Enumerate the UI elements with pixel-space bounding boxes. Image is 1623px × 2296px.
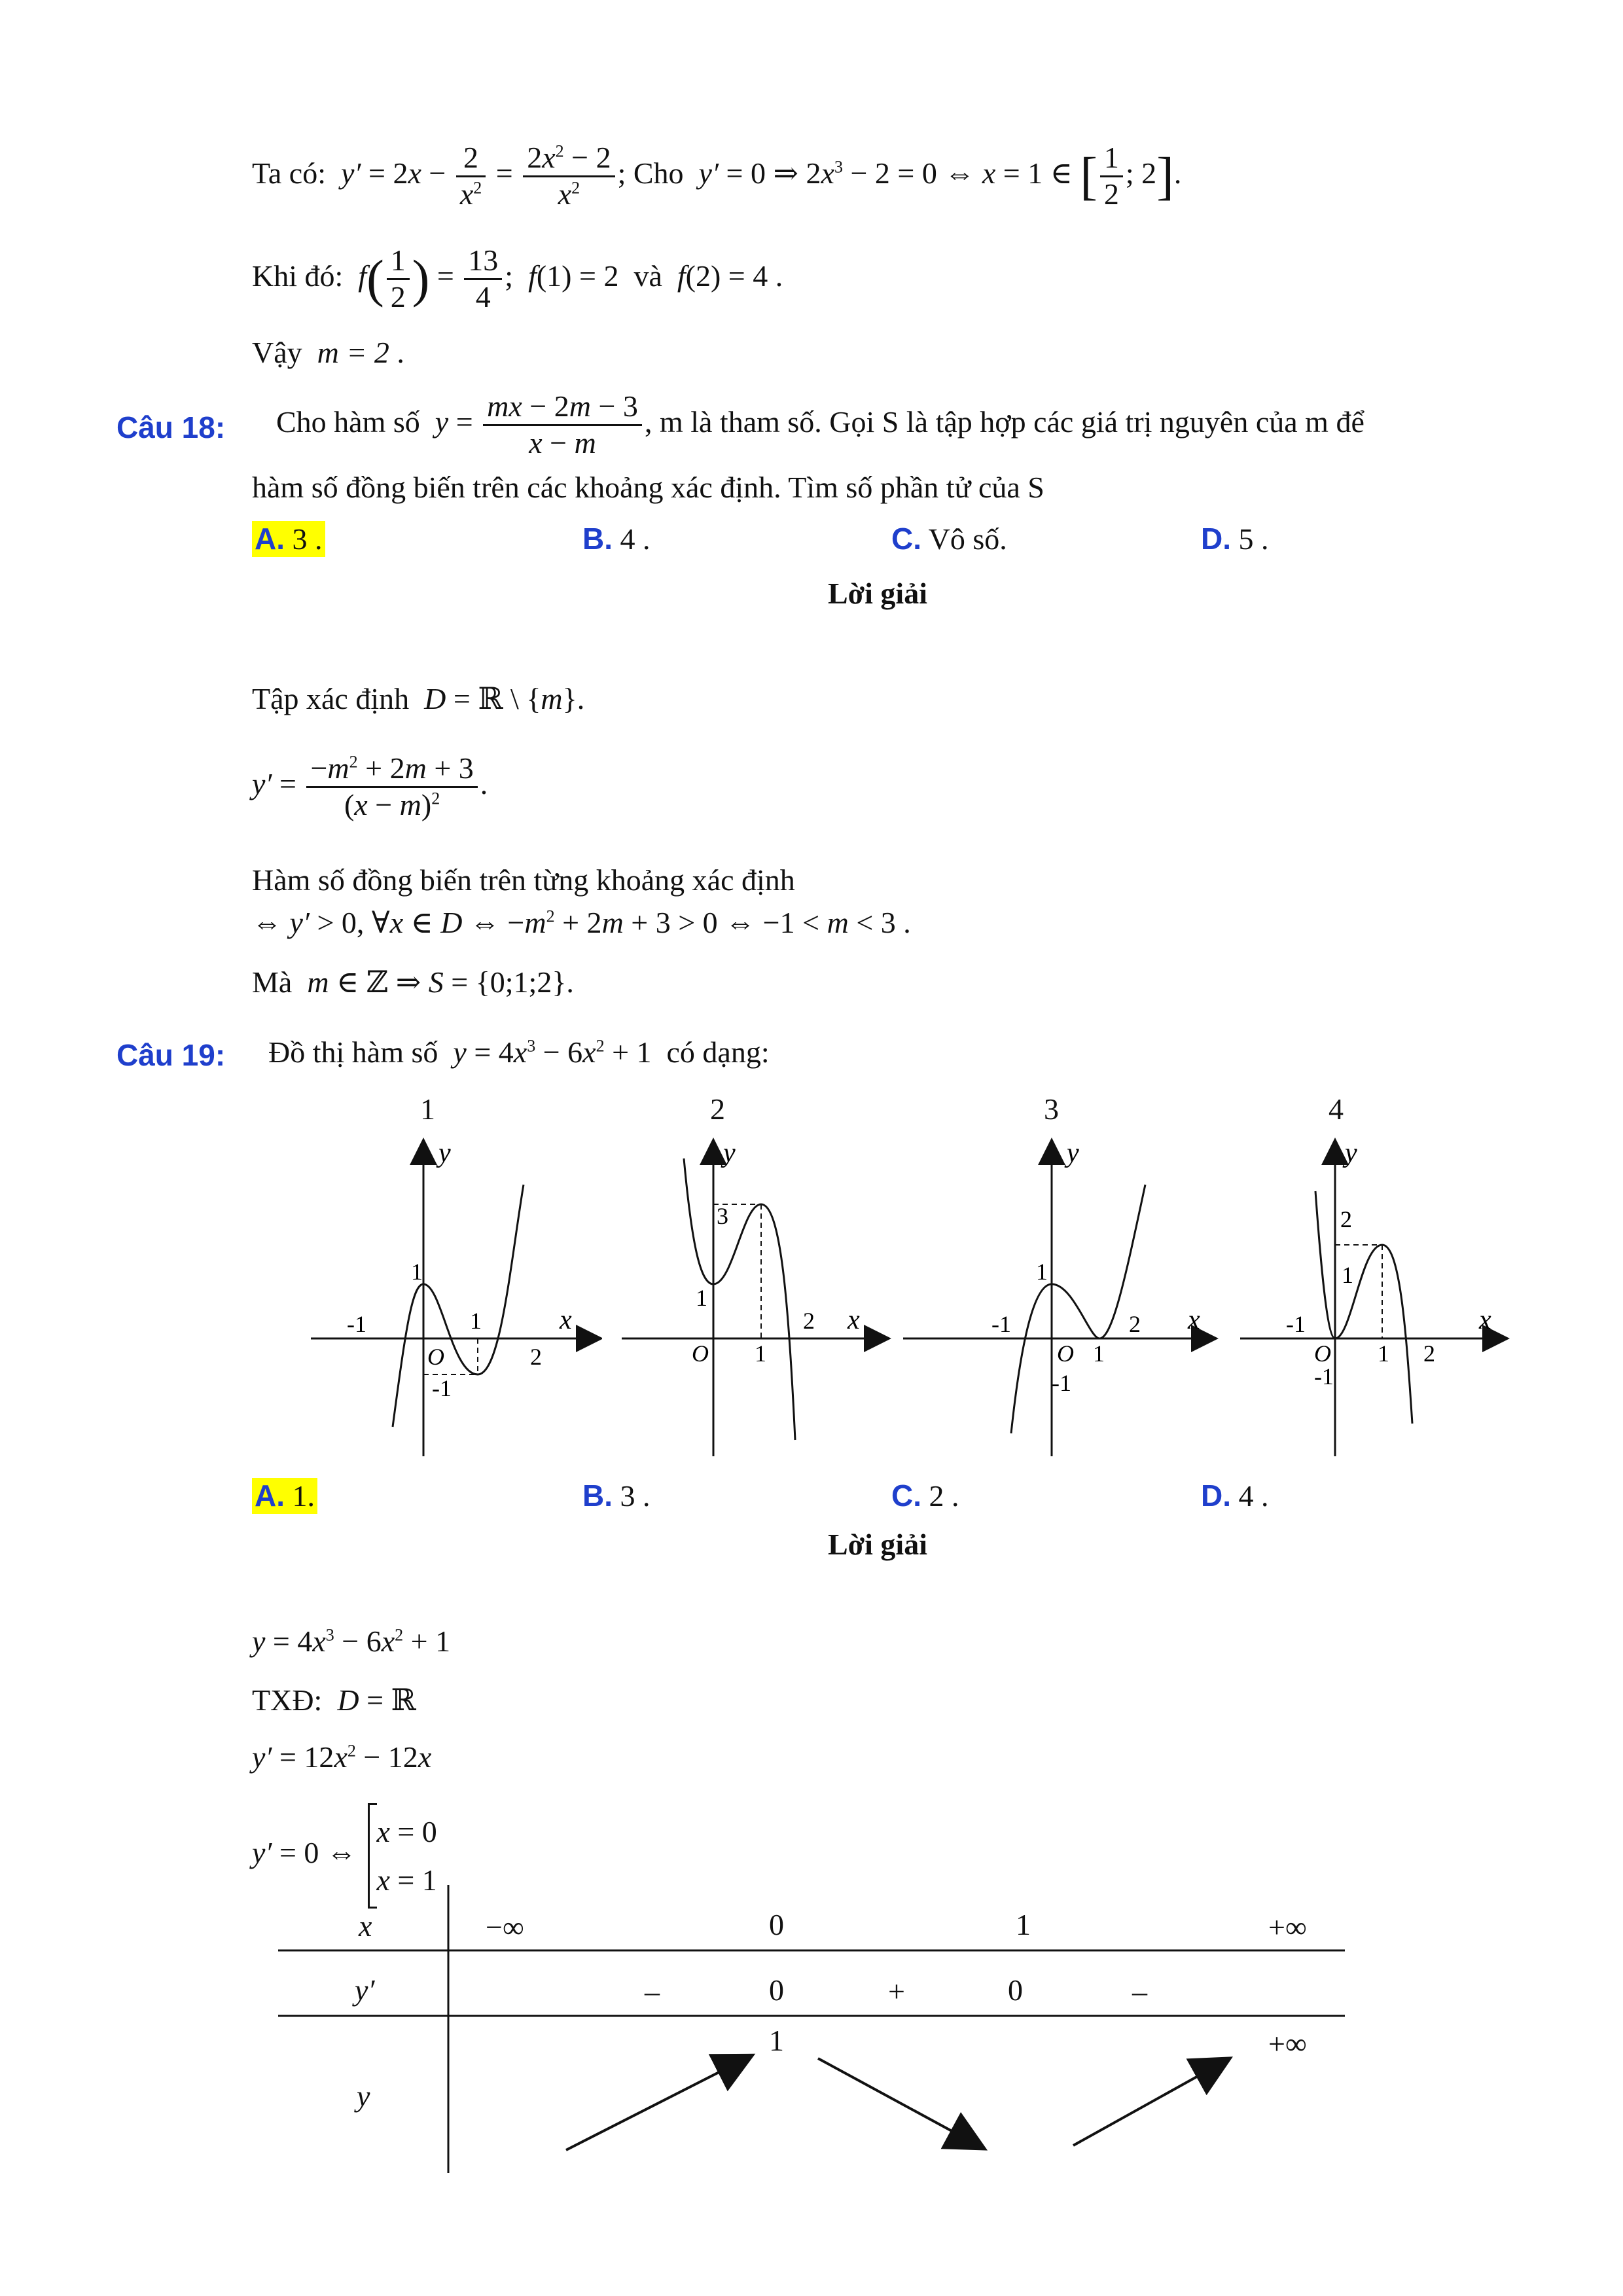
table-x-pos-inf: +∞ [1268, 1910, 1307, 1944]
graph-label-3: 3 [1044, 1092, 1059, 1126]
svg-text:O: O [692, 1340, 709, 1367]
svg-text:-1: -1 [347, 1311, 366, 1337]
q18-sol-line5: Mà m ∈ ℤ ⇒ S = {0;1;2}. [252, 965, 574, 999]
q18-option-d[interactable]: D. 5 . [1201, 522, 1269, 556]
table-y-max: 1 [769, 2024, 784, 2057]
q18-option-c[interactable]: C. Vô số. [891, 522, 1007, 556]
table-yp-zero-1: 0 [769, 1973, 784, 2007]
svg-text:1: 1 [1378, 1340, 1389, 1367]
q19-option-c[interactable]: C. 2 . [891, 1479, 959, 1513]
q18-solution-title: Lời giải [828, 577, 927, 610]
table-yp-sign-1: – [645, 1975, 660, 2008]
prev-line-1: Ta có: y′ = 2x − $\frac{2}{x^2}$ = $\frac{2x^2 - 2}{x^2}$ ; Cho y′ = 0 ⇒ $2x^3 - 2 = 0$ ⇔ x = 1 ∈ [ $\frac{1}{2}$ ; 2]. [252, 141, 1182, 211]
table-x-label: x [359, 1909, 372, 1943]
svg-text:1: 1 [470, 1308, 482, 1334]
q18-option-a[interactable]: A. 3 . [252, 524, 325, 554]
svg-text:2: 2 [1129, 1311, 1141, 1337]
table-y-pos-inf: +∞ [1268, 2027, 1307, 2060]
svg-text:O: O [427, 1344, 444, 1370]
graph-2 [618, 1132, 893, 1460]
svg-text:x: x [847, 1305, 860, 1335]
graph-4 [1237, 1132, 1512, 1460]
svg-text:2: 2 [1423, 1340, 1435, 1367]
svg-text:y: y [438, 1138, 451, 1168]
svg-text:O: O [1057, 1340, 1074, 1367]
svg-text:1: 1 [1342, 1262, 1353, 1288]
table-yp-sign-2: + [888, 1975, 905, 2008]
table-yp-zero-2: 0 [1008, 1973, 1023, 2007]
svg-text:1: 1 [755, 1340, 766, 1367]
svg-text:x: x [1479, 1305, 1491, 1335]
q18-question: Cho hàm số y = $\frac{mx - 2m - 3}{x - m}$ , m là tham số. Gọi S là tập hợp các giá trị nguyên của m để [276, 389, 1364, 459]
q19-label: Câu 19: [116, 1038, 226, 1072]
table-yp-label: y′ [355, 1973, 375, 2007]
svg-text:2: 2 [530, 1344, 542, 1370]
q18-label: Câu 18: [116, 410, 226, 444]
graph-1 [308, 1132, 602, 1460]
table-y-label: y [357, 2079, 370, 2113]
q19-sol-txd: TXĐ: D = ℝ [252, 1683, 416, 1717]
variation-table [275, 1885, 1348, 2173]
svg-text:y: y [1345, 1138, 1357, 1168]
q18-sol-domain: Tập xác định D = ℝ \ {m}. [252, 682, 585, 715]
q18-question-line2: hàm số đồng biến trên các khoảng xác định. Tìm số phần tử của S [252, 471, 1044, 504]
q18-option-b[interactable]: B. 4 . [582, 522, 651, 556]
table-x-1: 1 [1016, 1908, 1031, 1941]
svg-text:2: 2 [1340, 1206, 1352, 1232]
svg-text:1: 1 [1036, 1259, 1048, 1285]
svg-text:3: 3 [717, 1203, 728, 1229]
q18-sol-line4: ⇔ y′ > 0, ∀x ∈ D ⇔ $-m^2 + 2m + 3 > 0$ ⇔ −1 < m < 3 . [252, 906, 911, 939]
svg-text:1: 1 [411, 1259, 423, 1285]
q18-sol-derivative: y′ = $\frac{-m^2 + 2m + 3}{(x - m)^2}$ . [252, 751, 488, 821]
graph-label-4: 4 [1329, 1092, 1344, 1126]
table-x-neg-inf: −∞ [486, 1910, 524, 1944]
svg-text:x: x [1188, 1305, 1200, 1335]
svg-text:-1: -1 [1286, 1311, 1306, 1337]
q19-solution-title: Lời giải [828, 1528, 927, 1561]
q19-option-b[interactable]: B. 3 . [582, 1479, 651, 1513]
table-yp-sign-3: – [1132, 1975, 1147, 2008]
q19-option-d[interactable]: D. 4 . [1201, 1479, 1269, 1513]
svg-text:1: 1 [1093, 1340, 1105, 1367]
table-x-0: 0 [769, 1908, 784, 1941]
svg-text:O: O [1314, 1340, 1331, 1367]
svg-text:y: y [723, 1138, 736, 1168]
prev-line-3: Vậy m = 2 . [252, 336, 404, 369]
svg-text:-1: -1 [432, 1375, 452, 1401]
prev-line-2: Khi đó: f( $\frac{1}{2}$ ) = $\frac{13}{4}$ ; f(1) = 2 và f(2) = 4 . [252, 243, 783, 314]
svg-text:-1: -1 [991, 1311, 1011, 1337]
q19-sol-derivative: $y' = 12x^2 - 12x$ [252, 1740, 432, 1774]
svg-text:2: 2 [803, 1308, 815, 1334]
graph-label-2: 2 [710, 1092, 725, 1126]
q19-sol-func: $y = 4x^3 - 6x^2 + 1$ [252, 1624, 451, 1658]
svg-text:-1: -1 [1052, 1370, 1071, 1396]
svg-text:-1: -1 [1314, 1363, 1334, 1390]
q18-sol-line3: Hàm số đồng biến trên từng khoảng xác định [252, 863, 795, 897]
graph-label-1: 1 [420, 1092, 435, 1126]
q19-option-a[interactable]: A. 1. [252, 1480, 317, 1511]
svg-text:x: x [560, 1305, 572, 1335]
q19-question: Đồ thị hàm số $y = 4x^3 - 6x^2 + 1$ có dạng: [268, 1035, 770, 1069]
svg-text:1: 1 [696, 1285, 707, 1311]
q19-sol-roots: y′ = 0 ⇔ x = 0 x = 1 [252, 1803, 437, 1909]
svg-text:y: y [1067, 1138, 1079, 1168]
graph-3 [900, 1132, 1221, 1460]
